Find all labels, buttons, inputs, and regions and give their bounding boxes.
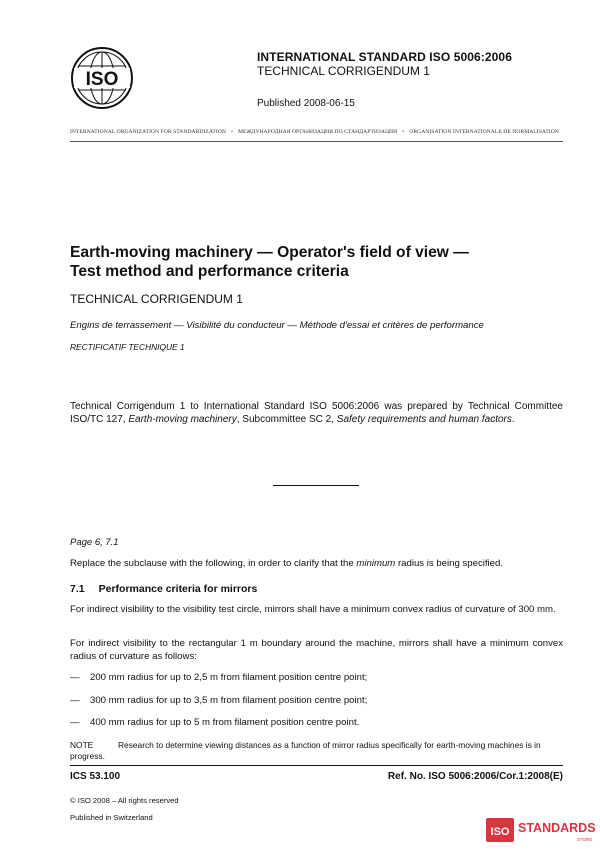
list-dash: — (70, 695, 80, 706)
org-name-en: INTERNATIONAL ORGANIZATION FOR STANDARDIZATION (70, 129, 226, 135)
standards-store-watermark (485, 815, 597, 845)
list-dash: — (70, 672, 80, 683)
published-location: Published in Switzerland (70, 813, 153, 822)
published-date: Published 2008-06-15 (257, 98, 355, 109)
header-divider (70, 141, 563, 142)
note-label: NOTE (70, 740, 94, 750)
org-name-ru: МЕЖДУНАРОДНАЯ ОРГАНИЗАЦИЯ ПО СТАНДАРТИЗАЦИИ (237, 129, 398, 135)
footer-divider (70, 765, 563, 766)
list-dash: — (70, 717, 80, 728)
reference-number: Ref. No. ISO 5006:2006/Cor.1:2008(E) (387, 771, 563, 782)
french-corrigendum: RECTIFICATIF TECHNIQUE 1 (70, 342, 185, 352)
page-reference: Page 6, 7.1 (70, 537, 119, 548)
org-separator: • (230, 129, 233, 135)
standard-title: INTERNATIONAL STANDARD ISO 5006:2006 (257, 50, 512, 64)
list-item: — 300 mm radius for up to 3,5 m from filament position centre point; (70, 695, 368, 706)
svg-text:STORE: STORE (577, 837, 593, 842)
subclause-title: Performance criteria for mirrors (98, 583, 258, 595)
corrigendum-subtitle: TECHNICAL CORRIGENDUM 1 (70, 292, 243, 306)
list-item: — 400 mm radius for up to 5 m from filament position centre point. (70, 717, 360, 728)
org-name-fr: ORGANISATION INTERNATIONALE DE NORMALISATION (409, 129, 559, 135)
replace-instruction: Replace the subclause with the following, in order to clarify that the minimum radius is being specified. (70, 558, 504, 569)
title-line-1: Earth-moving machinery — Operator's field of view — (70, 244, 469, 261)
french-title: Engins de terrassement — Visibilité du conducteur — Méthode d'essai et critères de performance (70, 320, 484, 331)
title-line-2: Test method and performance criteria (70, 263, 349, 280)
paragraph: For indirect visibility to the visibility test circle, mirrors shall have a minimum convex radius of curvature of 300 mm. (70, 604, 556, 615)
section-separator (273, 485, 359, 486)
subclause-number: 7.1 (70, 583, 85, 595)
subclause-heading (70, 583, 257, 595)
paragraph: For indirect visibility to the rectangular 1 m boundary around the machine, mirrors shall have a minimum convex radius of curvature as follows: (70, 638, 563, 662)
copyright: © ISO 2008 – All rights reserved (70, 796, 179, 805)
intro-paragraph: Technical Corrigendum 1 to International Standard ISO 5006:2006 was prepared by Technical Committee ISO/TC 127, Earth-moving machinery, Subcommittee SC 2, Safety requirements and human factors. (70, 401, 563, 425)
org-separator: • (402, 129, 405, 135)
svg-text:ISO: ISO (490, 826, 510, 838)
list-item: — 200 mm radius for up to 2,5 m from filament position centre point; (70, 672, 368, 683)
ics-code: ICS 53.100 (70, 771, 121, 782)
svg-text:ISO: ISO (85, 69, 119, 90)
organization-names (70, 129, 563, 135)
document-title (70, 243, 563, 281)
iso-logo (70, 46, 134, 110)
corrigendum-title: TECHNICAL CORRIGENDUM 1 (257, 64, 430, 78)
note-text: Research to determine viewing distances as a function of mirror radius specifically for earth-moving machines is in progress. (70, 740, 541, 761)
note (70, 740, 563, 762)
svg-text:STANDARDS: STANDARDS (518, 821, 596, 835)
